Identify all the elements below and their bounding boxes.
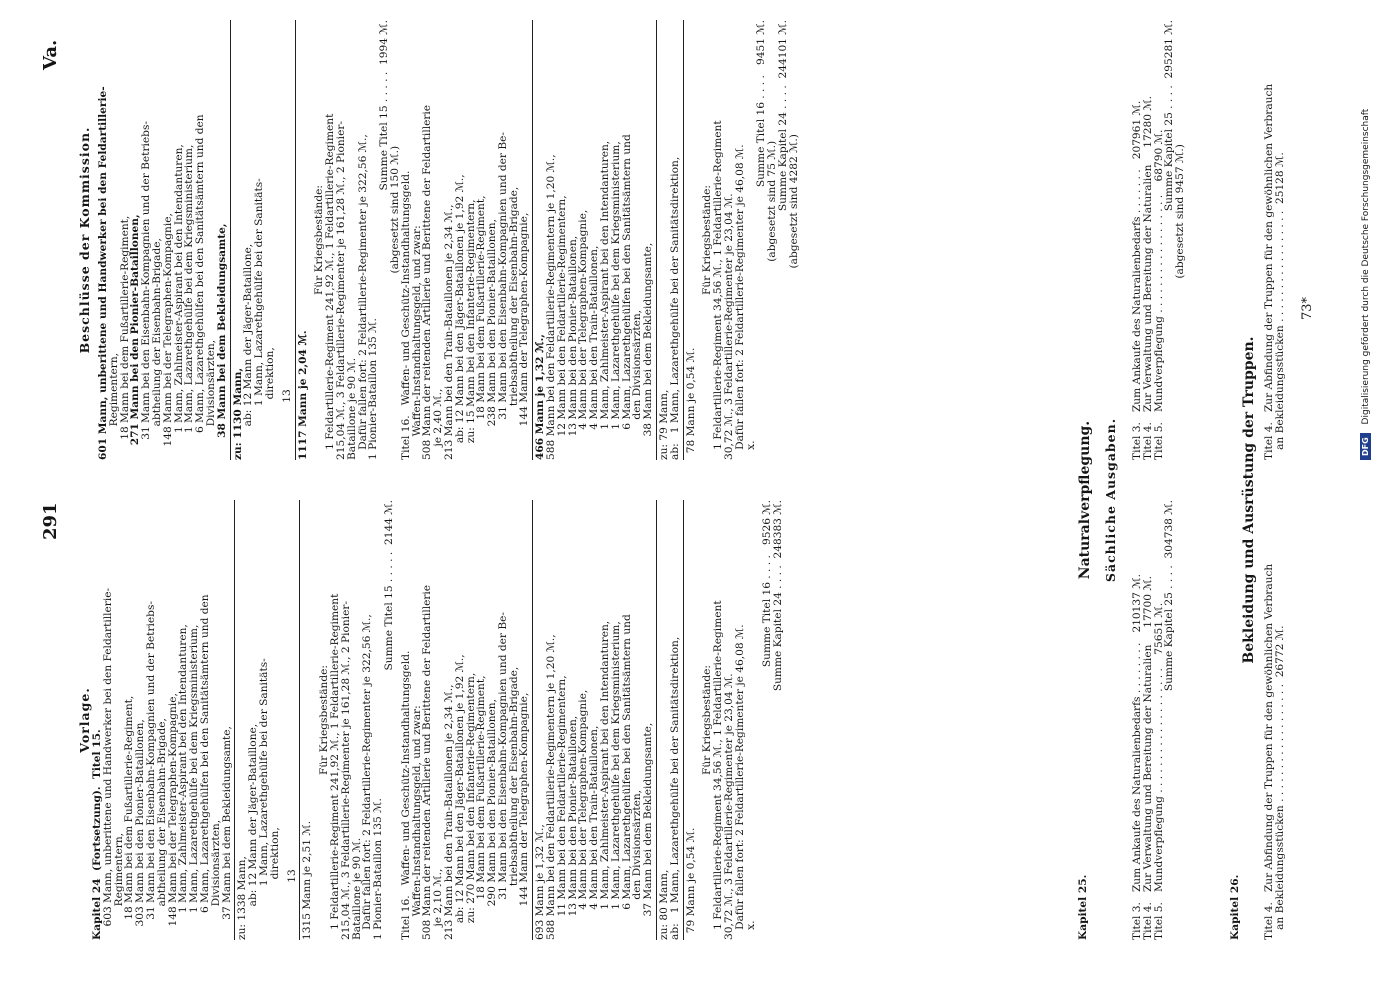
kap25.right-line: Titel 3. Zum Ankaufe des Naturalienbedarfs . . . . . . . 207961 ℳ. [1131, 100, 1143, 460]
right_column.lines-line: 148 Mann bei der Telegraphen-Kompagnie, [161, 213, 174, 460]
left_column.lines-line: je 2,10 ℳ., [432, 868, 445, 940]
rule-line [532, 500, 533, 940]
kapitel-26-left [1264, 500, 1286, 940]
right_column.lines-line: 13 Mann bei den Pionier-Bataillonen, [566, 235, 579, 460]
left-column-title: Vorlage. [77, 687, 92, 753]
right_column.lines-line: 1 Mann, Lazarethgehülfe bei dem Kriegsministerium, [609, 141, 622, 460]
right_column.lines-line: zu: 79 Mann, [658, 389, 671, 460]
right_column.lines-line: abtheilung der Eisenbahn-Brigade, [150, 238, 163, 460]
left_column.lines-line: Divisionsärzten, [209, 819, 222, 940]
right_column.lines-line: Divisionsärzten, [204, 339, 217, 460]
right_column.lines-line: Waffen-Instandhaltungsgeld, und zwar: [410, 225, 423, 460]
left_column.lines-line: 1 Mann, Zahlmeister-Aspirant bei den Intendanturen, [177, 624, 190, 940]
right_column.lines-line: 1 Mann, Lazarethgehülfe bei der Sanitäts- [253, 178, 266, 460]
dfg-credit-text: Digitalisierung gefördert durch die Deutsche Forschungsgemeinschaft [1361, 108, 1371, 425]
left_column.lines-line: den Divisionsärzten, [631, 789, 644, 940]
left_column.lines-line: 1 Pionier-Bataillon 135 ℳ. [372, 798, 385, 940]
right_column.lines-line: 78 Mann je 0,54 ℳ. [684, 347, 697, 460]
dfg-logo: DFG [1360, 433, 1371, 460]
left_column.lines-line: 1315 Mann je 2,51 ℳ. [301, 820, 314, 940]
kapitel-26-right [1264, 20, 1286, 460]
kap25.right-line: Summe Kapitel 25 . . . . 295281 ℳ. [1163, 20, 1176, 255]
right_column.lines-line: 508 Mann der reitenden Artillerie und Berittene der Feldartillerie [421, 104, 434, 460]
right_column.lines-line: 1117 Mann je 2,04 ℳ. [296, 330, 309, 460]
right_column.lines-line: 1 Mann, Zahlmeister-Aspirant bei den Intendanturen, [172, 144, 185, 460]
dfg-credit [1360, 109, 1371, 460]
right_column.lines-line: 588 Mann bei den Feldartillerie-Regimentern je 1,20 ℳ., [545, 154, 558, 460]
right_column.lines-line: Dafür fallen fort: 2 Feldartillerie-Regimenter je 46,08 ℳ. [733, 144, 746, 460]
left_column.lines-line: 1 Mann, Lazarethgehülfe bei der Sanitäts- [257, 658, 270, 940]
left_column.lines-line: Für Kriegsbestände: [318, 665, 331, 775]
right_column.lines-line: zu: 15 Mann bei den Infanterie-Regimentern, [464, 199, 477, 460]
kap25.right-line: (abgesetzt sind 9457 ℳ.) [1174, 144, 1187, 336]
right_column.lines-line: Für Kriegsbestände: [313, 185, 326, 295]
right_column.lines-line: Summe Kapitel 24 . . . . 244101 ℳ. [777, 20, 790, 269]
right_column.lines-line: ab: 12 Mann der Jäger-Bataillone, [242, 243, 255, 460]
left_column.lines-line: 588 Mann bei den Feldartillerie-Regimentern je 1,20 ℳ., [545, 634, 558, 940]
left_column.lines-line: Summe Titel 16 . . . . 9526 ℳ. [761, 500, 774, 738]
left_column.lines-line: 37 Mann bei dem Bekleidungsamte, [220, 726, 233, 940]
kap26.left-line: Titel 4. Zur Abfindung der Truppen für den gewöhnlichen Verbrauch [1263, 563, 1275, 940]
kapitel-25-heading: Naturalverpflegung. [1077, 420, 1093, 580]
left_column.lines-line: triebsabtheilung der Eisenbahn-Brigade, [507, 666, 520, 940]
right_column.lines-line: Summe Titel 16 . . . . 9451 ℳ. [755, 20, 768, 258]
left_column.lines-line: abtheilung der Eisenbahn-Brigade, [155, 718, 168, 940]
left_column.lines-line: 508 Mann der reitenden Artillerie und Berittene der Feldartillerie [421, 584, 434, 940]
right_column.lines-line: 466 Mann je 1,32 ℳ., [534, 334, 547, 460]
right_column.lines-line: 1 Mann, Zahlmeister-Aspirant bei den Intendanturen, [599, 140, 612, 460]
left_column.lines-line: 144 Mann der Telegraphen-Kompagnie, [518, 692, 531, 940]
right_column.lines-line: 6 Mann, Lazarethgehülfen bei den Sanitätsämtern und [620, 134, 633, 460]
rule-line [656, 20, 657, 460]
right_column.lines-line: 144 Mann der Telegraphen-Kompagnie, [518, 212, 531, 460]
right_column.lines-line: 215,04 ℳ., 3 Feldartillerie-Regimenter je 161,28 ℳ., 2 Pionier- [334, 121, 347, 460]
right_column.lines-line: 13 [280, 389, 293, 460]
left_column.lines-line: x. [744, 920, 757, 940]
left_column.lines-line: zu: 80 Mann, [658, 869, 671, 940]
right_column.lines-line: x. [744, 440, 757, 460]
left_column.lines-line: ab: 1 Mann, Lazarethgehülfe bei der Sanitätsdirektion, [668, 636, 681, 940]
left_column.lines-line: Kapitel 24 (Fortsetzung). Titel 15. [91, 729, 103, 940]
left_column.lines-line: 603 Mann, unberittene und Handwerker bei den Feldartillerie- [101, 587, 114, 940]
right_column.lines-line: 1 Pionier-Bataillon 135 ℳ. [367, 318, 380, 460]
left_column.lines-line: 4 Mann bei den Train-Bataillonen, [588, 725, 601, 940]
right_column.lines-line: 1 Feldartillerie-Regiment 241,92 ℳ., 1 Feldartillerie-Regiment [324, 113, 337, 460]
left_column.lines-line: ab: 12 Mann der Jäger-Bataillone, [247, 723, 260, 940]
right_column.lines-line: zu: 1130 Mann, [231, 367, 244, 460]
left_column.lines-line: 79 Mann je 0,54 ℳ. [684, 827, 697, 940]
page-number: 291 [40, 502, 61, 540]
kap25.left-line: Titel 5. Mundverpflegung . . . . . . . . . . . . . . . . . . . 75651 ℳ. [1152, 602, 1165, 940]
right_column.lines-line: ab: 1 Mann, Lazarethgehülfe bei der Sanitätsdirektion, [668, 156, 681, 460]
left_column.lines-line: Bataillone je 90 ℳ. [350, 837, 363, 940]
left_column.lines-line: Waffen-Instandhaltungsgeld, und zwar: [410, 705, 423, 940]
right_column.lines-line: Bataillone je 90 ℳ. [345, 357, 358, 460]
right_column.lines-line: (abgesetzt sind 75 ℳ.) [766, 140, 779, 340]
right_column.lines-line: (abgesetzt sind 4282 ℳ.) [787, 134, 800, 346]
left_column.lines-line: 13 Mann bei den Pionier-Bataillonen, [566, 715, 579, 940]
right_column.lines-line: 1 Mann, Lazarethgehülfe bei dem Kriegsministerium, [183, 144, 196, 460]
left_column.lines-line: ab: 12 Mann bei den Jäger-Bataillonen je 1,92 ℳ., [453, 654, 466, 940]
right_column.lines-line: 12 Mann bei den Feldartillerie-Regimentern, [555, 195, 568, 460]
right_column.lines-line: 1 Feldartillerie-Regiment 34,56 ℳ., 1 Feldartillerie-Regiment [712, 120, 725, 460]
kapitel-25-left [1132, 500, 1175, 940]
right_column.lines-line: 38 Mann bei dem Bekleidungsamte, [642, 242, 655, 460]
right_column.lines-line: 271 Mann bei den Pionier-Bataillonen, [129, 214, 142, 460]
right_column.lines-line: den Divisionsärzten, [631, 309, 644, 460]
right-column-lines [92, 20, 800, 460]
left_column.lines-line: zu: 270 Mann bei den Infanterie-Regimentern, [464, 672, 477, 940]
left_column.lines-line: 18 Mann bei dem Fußartillerie-Regiment, [123, 695, 136, 940]
right_column.lines-line: 4 Mann bei der Telegraphen-Kompagnie, [577, 209, 590, 460]
left_column.lines-line: 1 Mann, Lazarethgehülfe bei dem Kriegsministerium, [609, 621, 622, 940]
right_column.lines-line: 6 Mann, Lazarethgehülfen bei den Sanitätsämtern und den [194, 114, 207, 460]
left_column.lines-line: 213 Mann bei den Train-Bataillonen je 2,34 ℳ., [442, 684, 455, 940]
left_column.lines-line: 4 Mann bei der Telegraphen-Kompagnie, [577, 689, 590, 940]
left_column.lines-line: 18 Mann bei dem Fußartillerie-Regiment, [475, 675, 488, 940]
right_column.lines-line: direktion, [263, 347, 276, 460]
left_column.lines-line: 6 Mann, Lazarethgehülfen bei den Sanitätsämtern und den [198, 594, 211, 940]
rule-line [230, 20, 231, 460]
kapitel-25-label: Kapitel 25. [1077, 874, 1089, 940]
kap25.right-line: Titel 5. Mundverpflegung . . . . . . . . . . . . . . . . . . 68790 ℳ. [1152, 129, 1165, 460]
left_column.lines-line: Dafür fallen fort: 2 Feldartillerie-Regimenter je 46,08 ℳ. [733, 624, 746, 940]
left_column.lines-line: Summe Kapitel 24 . . . . 248383 ℳ. [772, 500, 785, 749]
right_column.lines-line: 213 Mann bei den Train-Bataillonen je 2,34 ℳ., [442, 204, 455, 460]
right_column.lines-line: ab: 12 Mann bei den Jäger-Bataillonen je 1,92 ℳ., [453, 174, 466, 460]
kap26.left-line: an Bekleidungsstücken . . . . . . . . . . . . . . . . . . 26772 ℳ. [1273, 625, 1286, 940]
left_column.lines-line: 148 Mann bei der Telegraphen-Kompagnie, [166, 693, 179, 940]
left-column-lines [92, 500, 784, 940]
kap26.right-line: Titel 4. Zur Abfindung der Truppen für den gewöhnlichen Verbrauch [1263, 83, 1275, 460]
kap25.left-line: Summe Kapitel 25 . . . . 304738 ℳ. [1163, 500, 1176, 735]
right-column-title: Beschlüsse der Kommission. [77, 126, 92, 354]
kapitel-26-label: Kapitel 26. [1229, 874, 1241, 940]
right_column.lines-line: 18 Mann bei dem Fußartillerie-Regiment, [118, 215, 131, 460]
kapitel-25-right [1132, 20, 1186, 460]
left_column.lines-line: Für Kriegsbestände: [701, 665, 714, 775]
kapitel-26-heading: Bekleidung und Ausrüstung der Truppen. [1241, 336, 1257, 664]
right_column.lines-line: 601 Mann, unberittene und Handwerker bei den Feldartillerie- [97, 86, 109, 460]
left_column.lines-line: 11 Mann bei den Feldartillerie-Regimentern, [555, 675, 568, 940]
right_column.lines-line: Titel 16. Waffen- und Geschütz-Instandhaltungsgeld. [399, 170, 412, 460]
right_column.lines-line: 30,72 ℳ., 3 Feldartillerie-Regimenter je 23,04 ℳ. [723, 193, 736, 460]
rule-line [532, 20, 533, 460]
page-label: Va. [40, 39, 61, 70]
footer-number: 73* [1300, 296, 1315, 320]
right_column.lines-line: 4 Mann bei den Train-Bataillonen, [588, 245, 601, 460]
rule-line [299, 500, 300, 940]
left_column.lines-line: zu: 1338 Mann, [236, 856, 249, 940]
left_column.lines-line: 1 Feldartillerie-Regiment 241,92 ℳ., 1 Feldartillerie-Regiment [328, 593, 341, 940]
rule-line [683, 20, 684, 460]
left_column.lines-line: 31 Mann bei den Eisenbahn-Kompagnien und der Be- [496, 612, 509, 940]
rule-line [234, 500, 235, 940]
right_column.lines-line: Dafür fallen fort: 2 Feldartillerie-Regimenter je 322,56 ℳ., [356, 134, 369, 460]
left_column.lines-line: 1 Mann, Lazarethgehülfe bei dem Kriegsministerium, [188, 624, 201, 940]
right_column.lines-line: (abgesetzt sind 150 ℳ.) [388, 145, 401, 335]
kapitel-25-subheading: Sächliche Ausgaben. [1103, 417, 1118, 583]
rule-line [656, 500, 657, 940]
right_column.lines-line: 18 Mann bei dem Fußartillerie-Regiment, [475, 195, 488, 460]
rule-line [683, 500, 684, 940]
left_column.lines-line: Dafür fallen fort: 2 Feldartillerie-Regimenter je 322,56 ℳ., [361, 614, 374, 940]
left_column.lines-line: Titel 16. Waffen- und Geschütz-Instandhaltungsgeld. [399, 650, 412, 940]
right_column.lines-line: 31 Mann bei den Eisenbahn-Kompagnien und der Betriebs- [140, 121, 153, 460]
left_column.lines-line: 6 Mann, Lazarethgehülfen bei den Sanitätsämtern und [620, 614, 633, 940]
left_column.lines-line: Summe Titel 15 . . . . . 2144 ℳ. [382, 500, 395, 711]
left_column.lines-line: 37 Mann bei dem Bekleidungsamte, [642, 722, 655, 940]
left_column.lines-line: 1 Feldartillerie-Regiment 34,56 ℳ., 1 Feldartillerie-Regiment [712, 600, 725, 940]
right_column.lines-line: Summe Titel 15 . . . . . 1994 ℳ. [378, 20, 391, 231]
right_column.lines-line: triebsabtheilung der Eisenbahn-Brigade, [507, 186, 520, 460]
kap26.right-line: an Bekleidungsstücken . . . . . . . . . . . . . . . . . 25128 ℳ. [1273, 152, 1286, 460]
kap25.left-line: Titel 4. Zur Verwaltung und Bereitung der Naturalien 17700 ℳ. [1141, 575, 1154, 940]
left_column.lines-line: 290 Mann bei den Pionier-Bataillonen, [486, 698, 499, 940]
left_column.lines-line: 303 Mann bei den Pionier-Bataillonen, [134, 719, 147, 940]
left_column.lines-line: direktion, [268, 827, 281, 940]
right_column.lines-line: Für Kriegsbestände: [701, 185, 714, 295]
right_column.lines-line: 38 Mann bei dem Bekleidungsamte, [215, 223, 228, 460]
kap25.right-line: Titel 4. Zur Verwaltung und Bereitung der Naturalien 17280 ℳ. [1141, 95, 1154, 460]
left_column.lines-line: 693 Mann je 1,32 ℳ., [534, 824, 547, 940]
left_column.lines-line: Regimentern, [112, 832, 125, 940]
left_column.lines-line: 215,04 ℳ., 3 Feldartillerie-Regimenter je 161,28 ℳ., 2 Pionier- [339, 601, 352, 940]
left_column.lines-line: 13 [285, 869, 298, 940]
left-column [78, 500, 784, 940]
left_column.lines-line: 31 Mann bei den Eisenbahn-Kompagnien und der Betriebs- [144, 601, 157, 940]
right_column.lines-line: je 2,40 ℳ., [432, 388, 445, 460]
left_column.lines-line: 30,72 ℳ., 3 Feldartillerie-Regimenter je 23,04 ℳ. [723, 673, 736, 940]
right-column [78, 20, 800, 460]
right_column.lines-line: Regimentern, [107, 352, 120, 460]
rule-line [295, 20, 296, 460]
kap25.left-line: Titel 3. Zum Ankaufe des Naturalienbedarfs . . . . . . . . 210137 ℳ. [1131, 574, 1143, 940]
right_column.lines-line: 238 Mann bei den Pionier-Bataillonen, [486, 218, 499, 460]
left_column.lines-line: 1 Mann, Zahlmeister-Aspirant bei den Intendanturen, [599, 620, 612, 940]
right_column.lines-line: 31 Mann bei den Eisenbahn-Kompagnien und der Be- [496, 132, 509, 460]
